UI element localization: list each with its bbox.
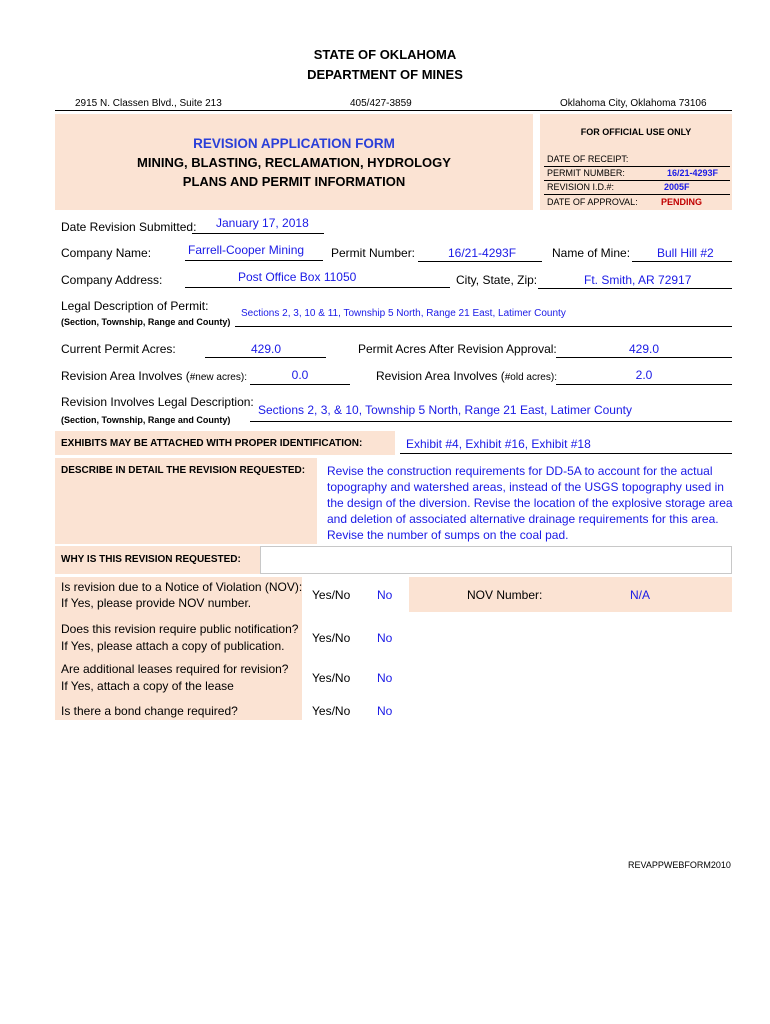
- why-label: WHY IS THIS REVISION REQUESTED:: [61, 554, 241, 565]
- current-acres-label: Current Permit Acres:: [61, 342, 176, 356]
- legal-description-sub: [61, 317, 230, 327]
- describe-line: and deletion of associated alternative drainage requirements for this area.: [327, 512, 719, 526]
- legal-description-label: Legal Description of Permit:: [61, 299, 209, 313]
- question-2-yesno: Yes/No: [312, 631, 351, 645]
- underline: [556, 357, 732, 358]
- question-1-answer[interactable]: No: [377, 588, 393, 602]
- question-1-line2: If Yes, please provide NOV number.: [61, 596, 252, 610]
- revision-legal-label: Revision Involves Legal Description:: [61, 395, 254, 409]
- current-acres-value[interactable]: 429.0: [250, 342, 282, 356]
- city-state-zip-label: City, State, Zip:: [456, 273, 538, 287]
- header-city: Oklahoma City, Oklahoma 73106: [560, 98, 707, 109]
- company-address-label: Company Address:: [61, 273, 163, 287]
- official-use-heading: FOR OFFICIAL USE ONLY: [580, 127, 692, 137]
- department-title: DEPARTMENT OF MINES: [307, 67, 463, 82]
- nov-number-label: NOV Number:: [467, 588, 543, 602]
- company-name-label: Company Name:: [61, 246, 152, 260]
- label-part: Revision Area Involves (: [376, 369, 505, 383]
- question-3-line1: Are additional leases required for revision?: [61, 662, 289, 676]
- date-submitted-label: Date Revision Submitted:: [61, 220, 197, 234]
- header-address: 2915 N. Classen Blvd., Suite 213: [75, 98, 222, 109]
- official-permit-number-value: 16/21-4293F: [667, 168, 719, 178]
- header-divider: [55, 110, 732, 111]
- after-acres-value[interactable]: 429.0: [628, 342, 660, 356]
- date-submitted-value[interactable]: January 17, 2018: [216, 216, 309, 230]
- official-row-divider: [544, 166, 730, 167]
- question-3-answer[interactable]: No: [377, 671, 393, 685]
- underline: [538, 288, 732, 289]
- form-title: REVISION APPLICATION FORM: [193, 136, 395, 151]
- describe-line: the design of the diversion. Revise the location of the explosive storage area: [327, 496, 733, 510]
- underline: [235, 326, 732, 327]
- label-part: #old acres: [504, 372, 551, 383]
- question-1-yesno: Yes/No: [312, 588, 351, 602]
- form-subtitle-line2: PLANS AND PERMIT INFORMATION: [182, 174, 406, 189]
- underline: [250, 384, 350, 385]
- underline: [185, 260, 323, 261]
- describe-label: DESCRIBE IN DETAIL THE REVISION REQUESTED:: [61, 465, 306, 476]
- label-part: ):: [240, 372, 247, 383]
- underline: [250, 421, 732, 422]
- exhibits-value[interactable]: Exhibit #4, Exhibit #16, Exhibit #18: [406, 437, 591, 451]
- describe-line: Revise the construction requirements for DD-5A to account for the actual: [327, 464, 713, 478]
- permit-number-value[interactable]: 16/21-4293F: [448, 246, 517, 260]
- old-acres-value[interactable]: 2.0: [635, 368, 653, 382]
- company-address-value[interactable]: Post Office Box 11050: [238, 270, 357, 284]
- mine-name-value[interactable]: Bull Hill #2: [657, 246, 714, 260]
- question-3-line2: If Yes, attach a copy of the lease: [61, 679, 234, 693]
- question-4-yesno: Yes/No: [312, 704, 351, 718]
- city-state-zip-value[interactable]: Ft. Smith, AR 72917: [584, 273, 692, 287]
- form-subtitle-line1: MINING, BLASTING, RECLAMATION, HYDROLOGY: [137, 155, 451, 170]
- underline: [205, 357, 326, 358]
- header-phone: 405/427-3859: [350, 98, 412, 109]
- form-code: REVAPPWEBFORM2010: [628, 860, 731, 870]
- underline: [418, 261, 542, 262]
- underline: [400, 453, 732, 454]
- legal-description-sub-text: Section, Township, Range and County): [64, 317, 231, 327]
- question-1-line1: Is revision due to a Notice of Violation (NOV):: [61, 580, 303, 594]
- permit-number-label: Permit Number:: [331, 246, 416, 260]
- question-2-line2: If Yes, please attach a copy of publication.: [61, 639, 285, 653]
- underline: [192, 233, 324, 234]
- paren: (: [61, 317, 64, 327]
- mine-name-label: Name of Mine:: [552, 246, 631, 260]
- question-4-answer[interactable]: No: [377, 704, 393, 718]
- question-2-answer[interactable]: No: [377, 631, 393, 645]
- revision-legal-value[interactable]: Sections 2, 3, & 10, Township 5 North, Range 21 East, Latimer County: [258, 403, 632, 417]
- old-acres-label: [376, 369, 557, 383]
- label-part: ):: [550, 372, 557, 383]
- state-title: STATE OF OKLAHOMA: [313, 47, 457, 62]
- underline: [556, 384, 732, 385]
- date-of-approval-label: DATE OF APPROVAL:: [547, 197, 638, 207]
- revision-id-value: 2005F: [664, 182, 690, 192]
- new-acres-label: [61, 369, 247, 383]
- company-name-value[interactable]: Farrell-Cooper Mining: [188, 243, 305, 257]
- exhibits-label: EXHIBITS MAY BE ATTACHED WITH PROPER IDENTIFICATION:: [61, 438, 363, 449]
- question-3-yesno: Yes/No: [312, 671, 351, 685]
- official-row-divider: [544, 180, 730, 181]
- why-input[interactable]: [260, 546, 732, 574]
- official-permit-number-label: PERMIT NUMBER:: [547, 168, 625, 178]
- date-of-approval-value: PENDING: [661, 197, 703, 207]
- label-part: #new acres: [189, 372, 241, 383]
- describe-line: topography and watershed areas, instead of the USGS topography used in: [327, 480, 724, 494]
- revision-legal-sub: (Section, Township, Range and County): [61, 415, 231, 425]
- label-part: Revision Area Involves (: [61, 369, 190, 383]
- describe-line: Revise the number of sumps on the coal pad.: [327, 528, 569, 542]
- official-row-divider: [544, 194, 730, 195]
- nov-number-value[interactable]: N/A: [630, 588, 651, 602]
- question-2-line1: Does this revision require public notification?: [61, 622, 299, 636]
- after-acres-label: Permit Acres After Revision Approval:: [358, 342, 557, 356]
- date-of-receipt-label: DATE OF RECEIPT:: [547, 154, 629, 164]
- new-acres-value[interactable]: 0.0: [291, 368, 309, 382]
- question-4-line1: Is there a bond change required?: [61, 704, 238, 718]
- describe-text[interactable]: [327, 463, 733, 543]
- legal-description-value[interactable]: Sections 2, 3, 10 & 11, Township 5 North, Range 21 East, Latimer County: [241, 308, 566, 319]
- nov-bg: [409, 577, 732, 612]
- revision-id-label: REVISION I.D.#:: [547, 182, 615, 192]
- underline: [632, 261, 732, 262]
- underline: [185, 287, 450, 288]
